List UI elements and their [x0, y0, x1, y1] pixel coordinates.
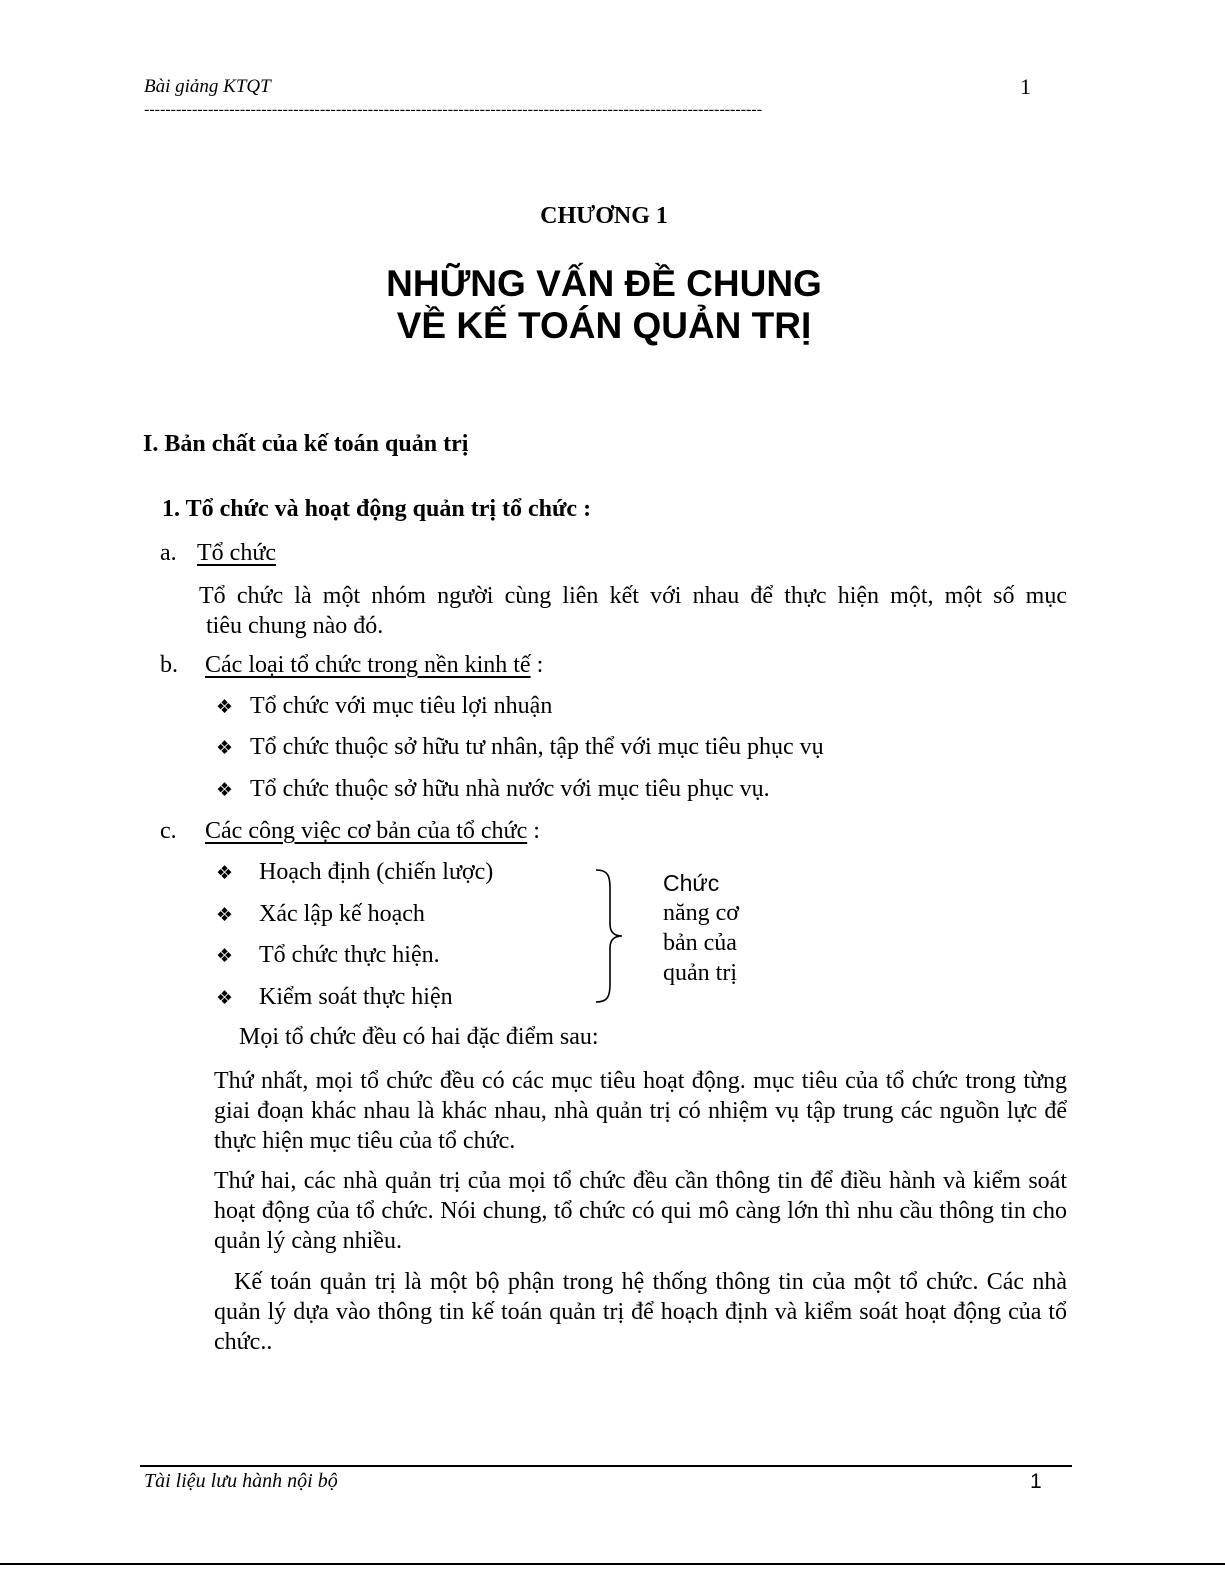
item-a-marker: a. [160, 540, 177, 566]
item-b-heading [205, 652, 543, 679]
list-item-text: Kiểm soát thực hiện [259, 984, 453, 1010]
item-c-suffix: : [527, 818, 540, 844]
paragraph-first: Thứ nhất, mọi tổ chức đều có các mục tiêu hoạt động. mục tiêu của tổ chức trong từng giai đoạn khác nhau là khác nhau, nhà quản trị có nhiệm vụ tập trung các nguồn lực để thực hiện mục tiêu của tổ chức. [214, 1068, 1067, 1154]
brace-note-line: năng cơ [663, 900, 739, 926]
list-item-text: Xác lập kế hoạch [259, 901, 425, 927]
item-b-title: Các loại tổ chức trong nền kinh tế [205, 652, 531, 678]
list-item [216, 734, 824, 761]
diamond-bullet-icon: ❖ [216, 904, 234, 926]
diamond-bullet-icon: ❖ [216, 987, 234, 1009]
item-b-suffix: : [530, 652, 544, 678]
list-item [216, 901, 425, 928]
list-item-text: Tổ chức với mục tiêu lợi nhuận [250, 693, 553, 719]
item-a-text-line1: Tổ chức là một nhóm người cùng liên kết với nhau để thực hiện một, một số mục [199, 583, 1067, 609]
brace-note [663, 868, 739, 988]
list-item-text: Tổ chức thuộc sở hữu tư nhân, tập thể với mục tiêu phục vụ [250, 734, 824, 760]
item-a-title: Tổ chức [197, 540, 276, 566]
brace-note-line: quản trị [663, 960, 737, 986]
list-item [216, 776, 770, 803]
list-item [216, 942, 440, 969]
brace-note-line: Chức [663, 870, 720, 896]
header-page-number: 1 [1020, 74, 1031, 99]
header-dashed-rule: -------------------------------------------------------------------------------------------------------------------- [144, 101, 763, 118]
footer-note: Tài liệu lưu hành nội bộ [144, 1470, 338, 1492]
diamond-bullet-icon: ❖ [216, 945, 234, 967]
subsection-heading: 1. Tổ chức và hoạt động quản trị tổ chức : [162, 496, 592, 522]
brace-note-line: bản của [663, 930, 737, 956]
list-item-text: Tổ chức thực hiện. [259, 942, 440, 968]
chapter-label: CHƯƠNG 1 [540, 203, 668, 229]
diamond-bullet-icon: ❖ [216, 696, 234, 718]
item-b-marker: b. [160, 652, 178, 678]
chapter-title-line1: NHỮNG VẤN ĐỀ CHUNG [386, 263, 822, 304]
item-c-heading [205, 818, 540, 845]
diamond-bullet-icon: ❖ [216, 737, 234, 759]
item-c-marker: c. [160, 818, 177, 844]
footer-rule [140, 1465, 1072, 1467]
item-c-title: Các công việc cơ bản của tổ chức [205, 818, 528, 844]
page-bottom-edge [0, 1563, 1225, 1565]
paragraph-third: Kế toán quản trị là một bộ phận trong hệ thống thông tin của một tổ chức. Các nhà quản lý dựa vào thông tin kế toán quản trị để hoạch định và kiểm soát hoạt động của tổ chức.. [214, 1269, 1067, 1355]
header-course-title: Bài giảng KTQT [144, 76, 271, 97]
paragraph-second: Thứ hai, các nhà quản trị của mọi tổ chức đều cần thông tin để điều hành và kiểm soát hoạt động của tổ chức. Nói chung, tổ chức có qui mô càng lớn thì nhu cầu thông tin cho quản lý càng nhiều. [214, 1168, 1067, 1254]
list-item-text: Tổ chức thuộc sở hữu nhà nước với mục tiêu phục vụ. [250, 776, 770, 802]
list-item [216, 693, 552, 720]
list-item [216, 984, 453, 1011]
chapter-title-line2: VỀ KẾ TOÁN QUẢN TRỊ [396, 305, 812, 346]
footer-page-number: 1 [1030, 1470, 1042, 1493]
section-heading: I. Bản chất của kế toán quản trị [143, 431, 469, 457]
list-item [216, 859, 493, 886]
diamond-bullet-icon: ❖ [216, 862, 234, 884]
right-curly-brace-icon [590, 866, 630, 1006]
item-a-text-line2: tiêu chung nào đó. [206, 613, 384, 639]
diamond-bullet-icon: ❖ [216, 779, 234, 801]
list-item-text: Hoạch định (chiến lược) [259, 859, 494, 885]
features-intro: Mọi tổ chức đều có hai đặc điểm sau: [239, 1024, 599, 1050]
